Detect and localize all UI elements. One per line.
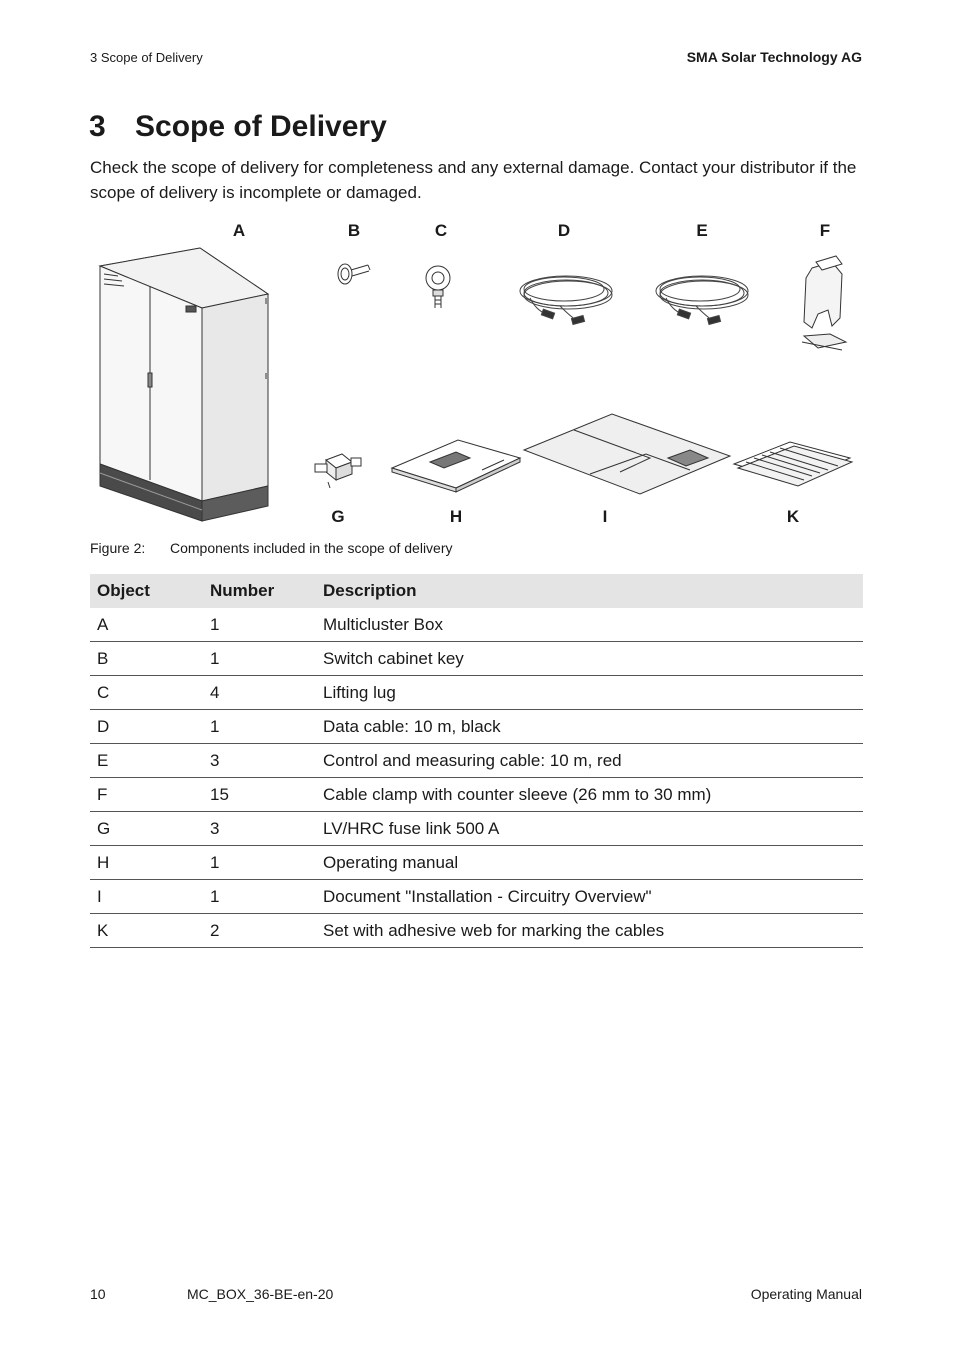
- column-header-description: Description: [316, 574, 863, 608]
- table-row: [90, 914, 863, 948]
- cell-object: B: [90, 642, 203, 676]
- cell-object: G: [90, 812, 203, 846]
- figure-label-h: H: [449, 507, 463, 526]
- figure-caption-text: Components included in the scope of delivery: [170, 540, 453, 556]
- document-type: Operating Manual: [750, 1286, 862, 1302]
- figure-label-g: G: [331, 507, 345, 526]
- page-number: 10: [90, 1286, 106, 1302]
- table-row: [90, 676, 863, 710]
- section-title: Scope of Delivery: [135, 110, 387, 143]
- cell-description: LV/HRC fuse link 500 A: [316, 812, 863, 846]
- marking-set-illustration: [734, 442, 852, 486]
- figure-label-e: E: [696, 221, 708, 240]
- cell-number: 1: [203, 710, 316, 744]
- cell-number: 15: [203, 778, 316, 812]
- page-title: [89, 110, 387, 144]
- cell-object: C: [90, 676, 203, 710]
- lifting-lug-illustration: [426, 266, 450, 308]
- multicluster-box-illustration: [100, 248, 268, 521]
- cell-description: Lifting lug: [316, 676, 863, 710]
- running-header-company: SMA Solar Technology AG: [686, 49, 862, 65]
- cell-description: Switch cabinet key: [316, 642, 863, 676]
- circuitry-overview-illustration: [524, 414, 730, 494]
- scope-of-delivery-table: [90, 574, 863, 948]
- intro-paragraph: Check the scope of delivery for completeness and any external damage. Contact your distributor if the scope of delivery is incomplete or damaged.: [90, 158, 857, 202]
- column-header-number: Number: [203, 574, 316, 608]
- cell-description: Document "Installation - Circuitry Overview": [316, 880, 863, 914]
- figure-caption: [90, 540, 453, 556]
- cell-description: Set with adhesive web for marking the cables: [316, 914, 863, 948]
- cable-clamp-illustration: [802, 256, 846, 350]
- cell-object: A: [90, 608, 203, 642]
- cell-object: E: [90, 744, 203, 778]
- document-id: MC_BOX_36-BE-en-20: [187, 1286, 334, 1302]
- figure-label-d: D: [557, 221, 571, 240]
- control-cable-illustration: [656, 276, 748, 324]
- cell-number: 4: [203, 676, 316, 710]
- cell-description: Cable clamp with counter sleeve (26 mm to 30 mm): [316, 778, 863, 812]
- table-header-row: [90, 574, 863, 608]
- cell-description: Operating manual: [316, 846, 863, 880]
- cell-object: D: [90, 710, 203, 744]
- figure-caption-number: Figure 2:: [90, 540, 146, 556]
- cell-number: 2: [203, 914, 316, 948]
- column-header-object: Object: [90, 574, 203, 608]
- figure-label-a: A: [232, 221, 246, 240]
- switch-cabinet-key-illustration: [338, 264, 370, 284]
- section-number: 3: [89, 110, 106, 143]
- figure-label-f: F: [819, 221, 831, 240]
- table-row: [90, 812, 863, 846]
- cell-description: Multicluster Box: [316, 608, 863, 642]
- cell-number: 1: [203, 642, 316, 676]
- cell-object: I: [90, 880, 203, 914]
- cell-number: 1: [203, 846, 316, 880]
- cell-description: Control and measuring cable: 10 m, red: [316, 744, 863, 778]
- table-row: [90, 846, 863, 880]
- operating-manual-illustration: [392, 440, 520, 492]
- figure-label-b: B: [347, 221, 361, 240]
- table-row: [90, 642, 863, 676]
- cell-object: K: [90, 914, 203, 948]
- table-row: [90, 744, 863, 778]
- table-row: [90, 880, 863, 914]
- table-row: [90, 710, 863, 744]
- cell-number: 1: [203, 608, 316, 642]
- figure-label-c: C: [434, 221, 448, 240]
- fuse-link-illustration: [315, 454, 361, 488]
- table-row: [90, 778, 863, 812]
- table-row: [90, 608, 863, 642]
- cell-description: Data cable: 10 m, black: [316, 710, 863, 744]
- scope-of-delivery-figure: [90, 218, 865, 533]
- figure-label-k: K: [786, 507, 800, 526]
- cell-object: H: [90, 846, 203, 880]
- cell-number: 3: [203, 812, 316, 846]
- cell-number: 1: [203, 880, 316, 914]
- cell-number: 3: [203, 744, 316, 778]
- running-header-section: 3 Scope of Delivery: [90, 50, 203, 65]
- cell-object: F: [90, 778, 203, 812]
- data-cable-illustration: [520, 276, 612, 324]
- figure-label-i: I: [602, 507, 608, 526]
